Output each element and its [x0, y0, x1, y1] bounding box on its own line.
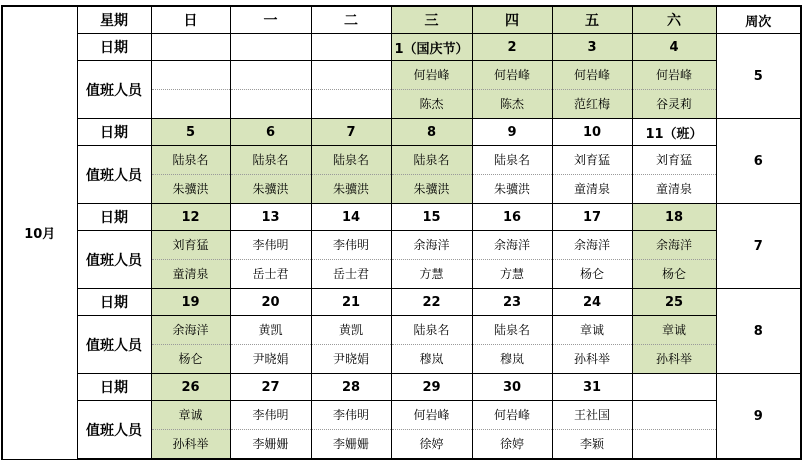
staff-row-label: 值班人员 — [77, 316, 151, 374]
duty-staff-cell — [391, 401, 472, 460]
duty-staff-cell — [552, 61, 632, 119]
staff-row — [2, 231, 801, 289]
staff-name: 童清泉 — [553, 174, 632, 203]
staff-row — [2, 316, 801, 374]
weekday-tue: 二 — [311, 6, 391, 34]
date-row-label: 日期 — [77, 119, 151, 146]
duty-staff-cell — [632, 61, 716, 119]
duty-staff-cell — [311, 401, 391, 460]
staff-name: 方慧 — [392, 259, 472, 288]
day-date — [151, 34, 230, 61]
staff-name: 朱骥洪 — [152, 174, 230, 203]
duty-roster-table — [1, 5, 802, 460]
week-number: 7 — [716, 204, 801, 289]
day-date — [632, 374, 716, 401]
staff-name: 范红梅 — [553, 89, 632, 118]
staff-name: 朱骥洪 — [312, 174, 391, 203]
day-date: 2 — [472, 34, 552, 61]
staff-name: 何岩峰 — [573, 68, 610, 82]
weekday-sun: 日 — [151, 6, 230, 34]
date-row — [2, 34, 801, 61]
duty-staff-cell — [552, 401, 632, 460]
staff-name: 朱骥洪 — [473, 174, 552, 203]
day-date: 6 — [230, 119, 311, 146]
week-number: 8 — [716, 289, 801, 374]
duty-staff-cell — [230, 316, 311, 374]
day-date: 4 — [632, 34, 716, 61]
day-date — [230, 34, 311, 61]
duty-staff-cell — [472, 316, 552, 374]
staff-name: 王社国 — [573, 408, 610, 422]
staff-name: 陈杰 — [473, 89, 552, 118]
staff-name: 杨仑 — [553, 259, 632, 288]
week-number: 6 — [716, 119, 801, 204]
week-number-header: 周次 — [716, 6, 801, 34]
duty-staff-cell — [151, 316, 230, 374]
staff-name: 陈杰 — [392, 89, 472, 118]
day-date: 20 — [230, 289, 311, 316]
day-date: 9 — [472, 119, 552, 146]
staff-name: 李伟明 — [332, 238, 369, 252]
day-date: 1（国庆节） — [391, 34, 472, 61]
staff-name: 余海洋 — [493, 238, 530, 252]
staff-name: 陆泉名 — [413, 153, 450, 167]
staff-name: 何岩峰 — [493, 408, 530, 422]
day-date: 26 — [151, 374, 230, 401]
staff-row-label: 值班人员 — [77, 401, 151, 460]
day-date: 28 — [311, 374, 391, 401]
day-date: 16 — [472, 204, 552, 231]
staff-name: 何岩峰 — [493, 68, 530, 82]
duty-staff-cell — [151, 401, 230, 460]
duty-staff-cell — [311, 61, 391, 119]
staff-row — [2, 401, 801, 460]
weekday-header-label: 星期 — [77, 6, 151, 34]
staff-name: 余海洋 — [573, 238, 610, 252]
staff-name: 李伟明 — [332, 408, 369, 422]
date-row-label: 日期 — [77, 34, 151, 61]
staff-name: 朱骥洪 — [392, 174, 472, 203]
staff-name: 李伟明 — [252, 408, 289, 422]
duty-staff-cell — [552, 231, 632, 289]
staff-name: 章诚 — [178, 408, 203, 422]
day-date: 21 — [311, 289, 391, 316]
day-date: 17 — [552, 204, 632, 231]
staff-name: 余海洋 — [413, 238, 450, 252]
day-date: 5 — [151, 119, 230, 146]
duty-staff-cell — [472, 146, 552, 204]
staff-name: 李伟明 — [252, 238, 289, 252]
weekday-sat: 六 — [632, 6, 716, 34]
day-date — [311, 34, 391, 61]
staff-name: 黄凯 — [338, 323, 363, 337]
staff-name: 李颖 — [553, 429, 632, 458]
staff-row-label: 值班人员 — [77, 146, 151, 204]
duty-staff-cell — [472, 401, 552, 460]
staff-name: 岳士君 — [312, 259, 391, 288]
duty-staff-cell — [472, 231, 552, 289]
staff-name — [231, 61, 311, 89]
weekday-thu: 四 — [472, 6, 552, 34]
staff-name: 余海洋 — [655, 238, 692, 252]
staff-row-label: 值班人员 — [77, 61, 151, 119]
staff-name: 何岩峰 — [413, 68, 450, 82]
day-date: 27 — [230, 374, 311, 401]
date-row-label: 日期 — [77, 204, 151, 231]
day-date: 19 — [151, 289, 230, 316]
day-date: 15 — [391, 204, 472, 231]
staff-name: 尹晓娟 — [231, 344, 311, 373]
staff-name: 岳士君 — [231, 259, 311, 288]
staff-name: 陆泉名 — [493, 153, 530, 167]
duty-staff-cell — [552, 146, 632, 204]
staff-name — [152, 89, 230, 118]
day-date: 22 — [391, 289, 472, 316]
weekday-header-row — [2, 6, 801, 34]
duty-staff-cell — [230, 231, 311, 289]
staff-name: 谷灵莉 — [633, 89, 716, 118]
staff-name: 章诚 — [661, 323, 686, 337]
day-date: 31 — [552, 374, 632, 401]
staff-name: 穆岚 — [473, 344, 552, 373]
staff-name — [633, 401, 716, 429]
staff-name — [231, 89, 311, 118]
staff-name — [312, 89, 391, 118]
staff-name: 朱骥洪 — [231, 174, 311, 203]
staff-name: 黄凯 — [258, 323, 283, 337]
duty-staff-cell — [632, 146, 716, 204]
weekday-wed: 三 — [391, 6, 472, 34]
duty-staff-cell — [311, 146, 391, 204]
staff-name — [152, 61, 230, 89]
weekday-fri: 五 — [552, 6, 632, 34]
staff-name: 童清泉 — [152, 259, 230, 288]
day-date: 3 — [552, 34, 632, 61]
staff-name — [312, 61, 391, 89]
staff-name: 童清泉 — [633, 174, 716, 203]
staff-name — [633, 429, 716, 458]
duty-staff-cell — [391, 231, 472, 289]
staff-row — [2, 146, 801, 204]
staff-name: 章诚 — [579, 323, 604, 337]
date-row — [2, 204, 801, 231]
duty-staff-cell — [230, 61, 311, 119]
date-row — [2, 374, 801, 401]
day-date: 10 — [552, 119, 632, 146]
date-row-label: 日期 — [77, 289, 151, 316]
duty-staff-cell — [151, 61, 230, 119]
day-date: 11（班） — [632, 119, 716, 146]
day-date: 23 — [472, 289, 552, 316]
staff-name: 刘育猛 — [655, 153, 692, 167]
day-date: 25 — [632, 289, 716, 316]
date-row-label: 日期 — [77, 374, 151, 401]
date-row — [2, 119, 801, 146]
date-row — [2, 289, 801, 316]
staff-name: 穆岚 — [392, 344, 472, 373]
day-date: 14 — [311, 204, 391, 231]
duty-staff-cell — [632, 316, 716, 374]
duty-staff-cell — [391, 61, 472, 119]
staff-name: 杨仑 — [152, 344, 230, 373]
duty-staff-cell — [391, 316, 472, 374]
staff-name: 徐婷 — [392, 429, 472, 458]
staff-name: 孙科举 — [553, 344, 632, 373]
staff-name: 陆泉名 — [493, 323, 530, 337]
day-date: 12 — [151, 204, 230, 231]
staff-name: 陆泉名 — [413, 323, 450, 337]
staff-name: 余海洋 — [172, 323, 209, 337]
staff-name: 何岩峰 — [413, 408, 450, 422]
staff-name: 杨仑 — [633, 259, 716, 288]
staff-name: 李姗姗 — [231, 429, 311, 458]
weekday-mon: 一 — [230, 6, 311, 34]
month-label: 10月 — [2, 6, 77, 459]
staff-name: 徐婷 — [473, 429, 552, 458]
staff-name: 尹晓娟 — [312, 344, 391, 373]
staff-row — [2, 61, 801, 119]
day-date: 18 — [632, 204, 716, 231]
day-date: 8 — [391, 119, 472, 146]
staff-name: 何岩峰 — [655, 68, 692, 82]
duty-staff-cell — [391, 146, 472, 204]
staff-name: 孙科举 — [633, 344, 716, 373]
duty-staff-cell — [632, 231, 716, 289]
staff-name: 陆泉名 — [332, 153, 369, 167]
staff-row-label: 值班人员 — [77, 231, 151, 289]
staff-name: 刘育猛 — [172, 238, 209, 252]
day-date: 29 — [391, 374, 472, 401]
duty-staff-cell — [311, 231, 391, 289]
duty-staff-cell — [311, 316, 391, 374]
week-number: 9 — [716, 374, 801, 460]
duty-staff-cell — [230, 146, 311, 204]
week-number: 5 — [716, 34, 801, 119]
staff-name: 刘育猛 — [573, 153, 610, 167]
duty-staff-cell — [151, 231, 230, 289]
day-date: 7 — [311, 119, 391, 146]
staff-name: 陆泉名 — [252, 153, 289, 167]
duty-staff-cell — [552, 316, 632, 374]
day-date: 24 — [552, 289, 632, 316]
duty-staff-cell — [230, 401, 311, 460]
staff-name: 孙科举 — [152, 429, 230, 458]
staff-name: 李姗姗 — [312, 429, 391, 458]
day-date: 13 — [230, 204, 311, 231]
staff-name: 方慧 — [473, 259, 552, 288]
staff-name: 陆泉名 — [172, 153, 209, 167]
duty-staff-cell — [632, 401, 716, 460]
duty-staff-cell — [151, 146, 230, 204]
duty-staff-cell — [472, 61, 552, 119]
day-date: 30 — [472, 374, 552, 401]
